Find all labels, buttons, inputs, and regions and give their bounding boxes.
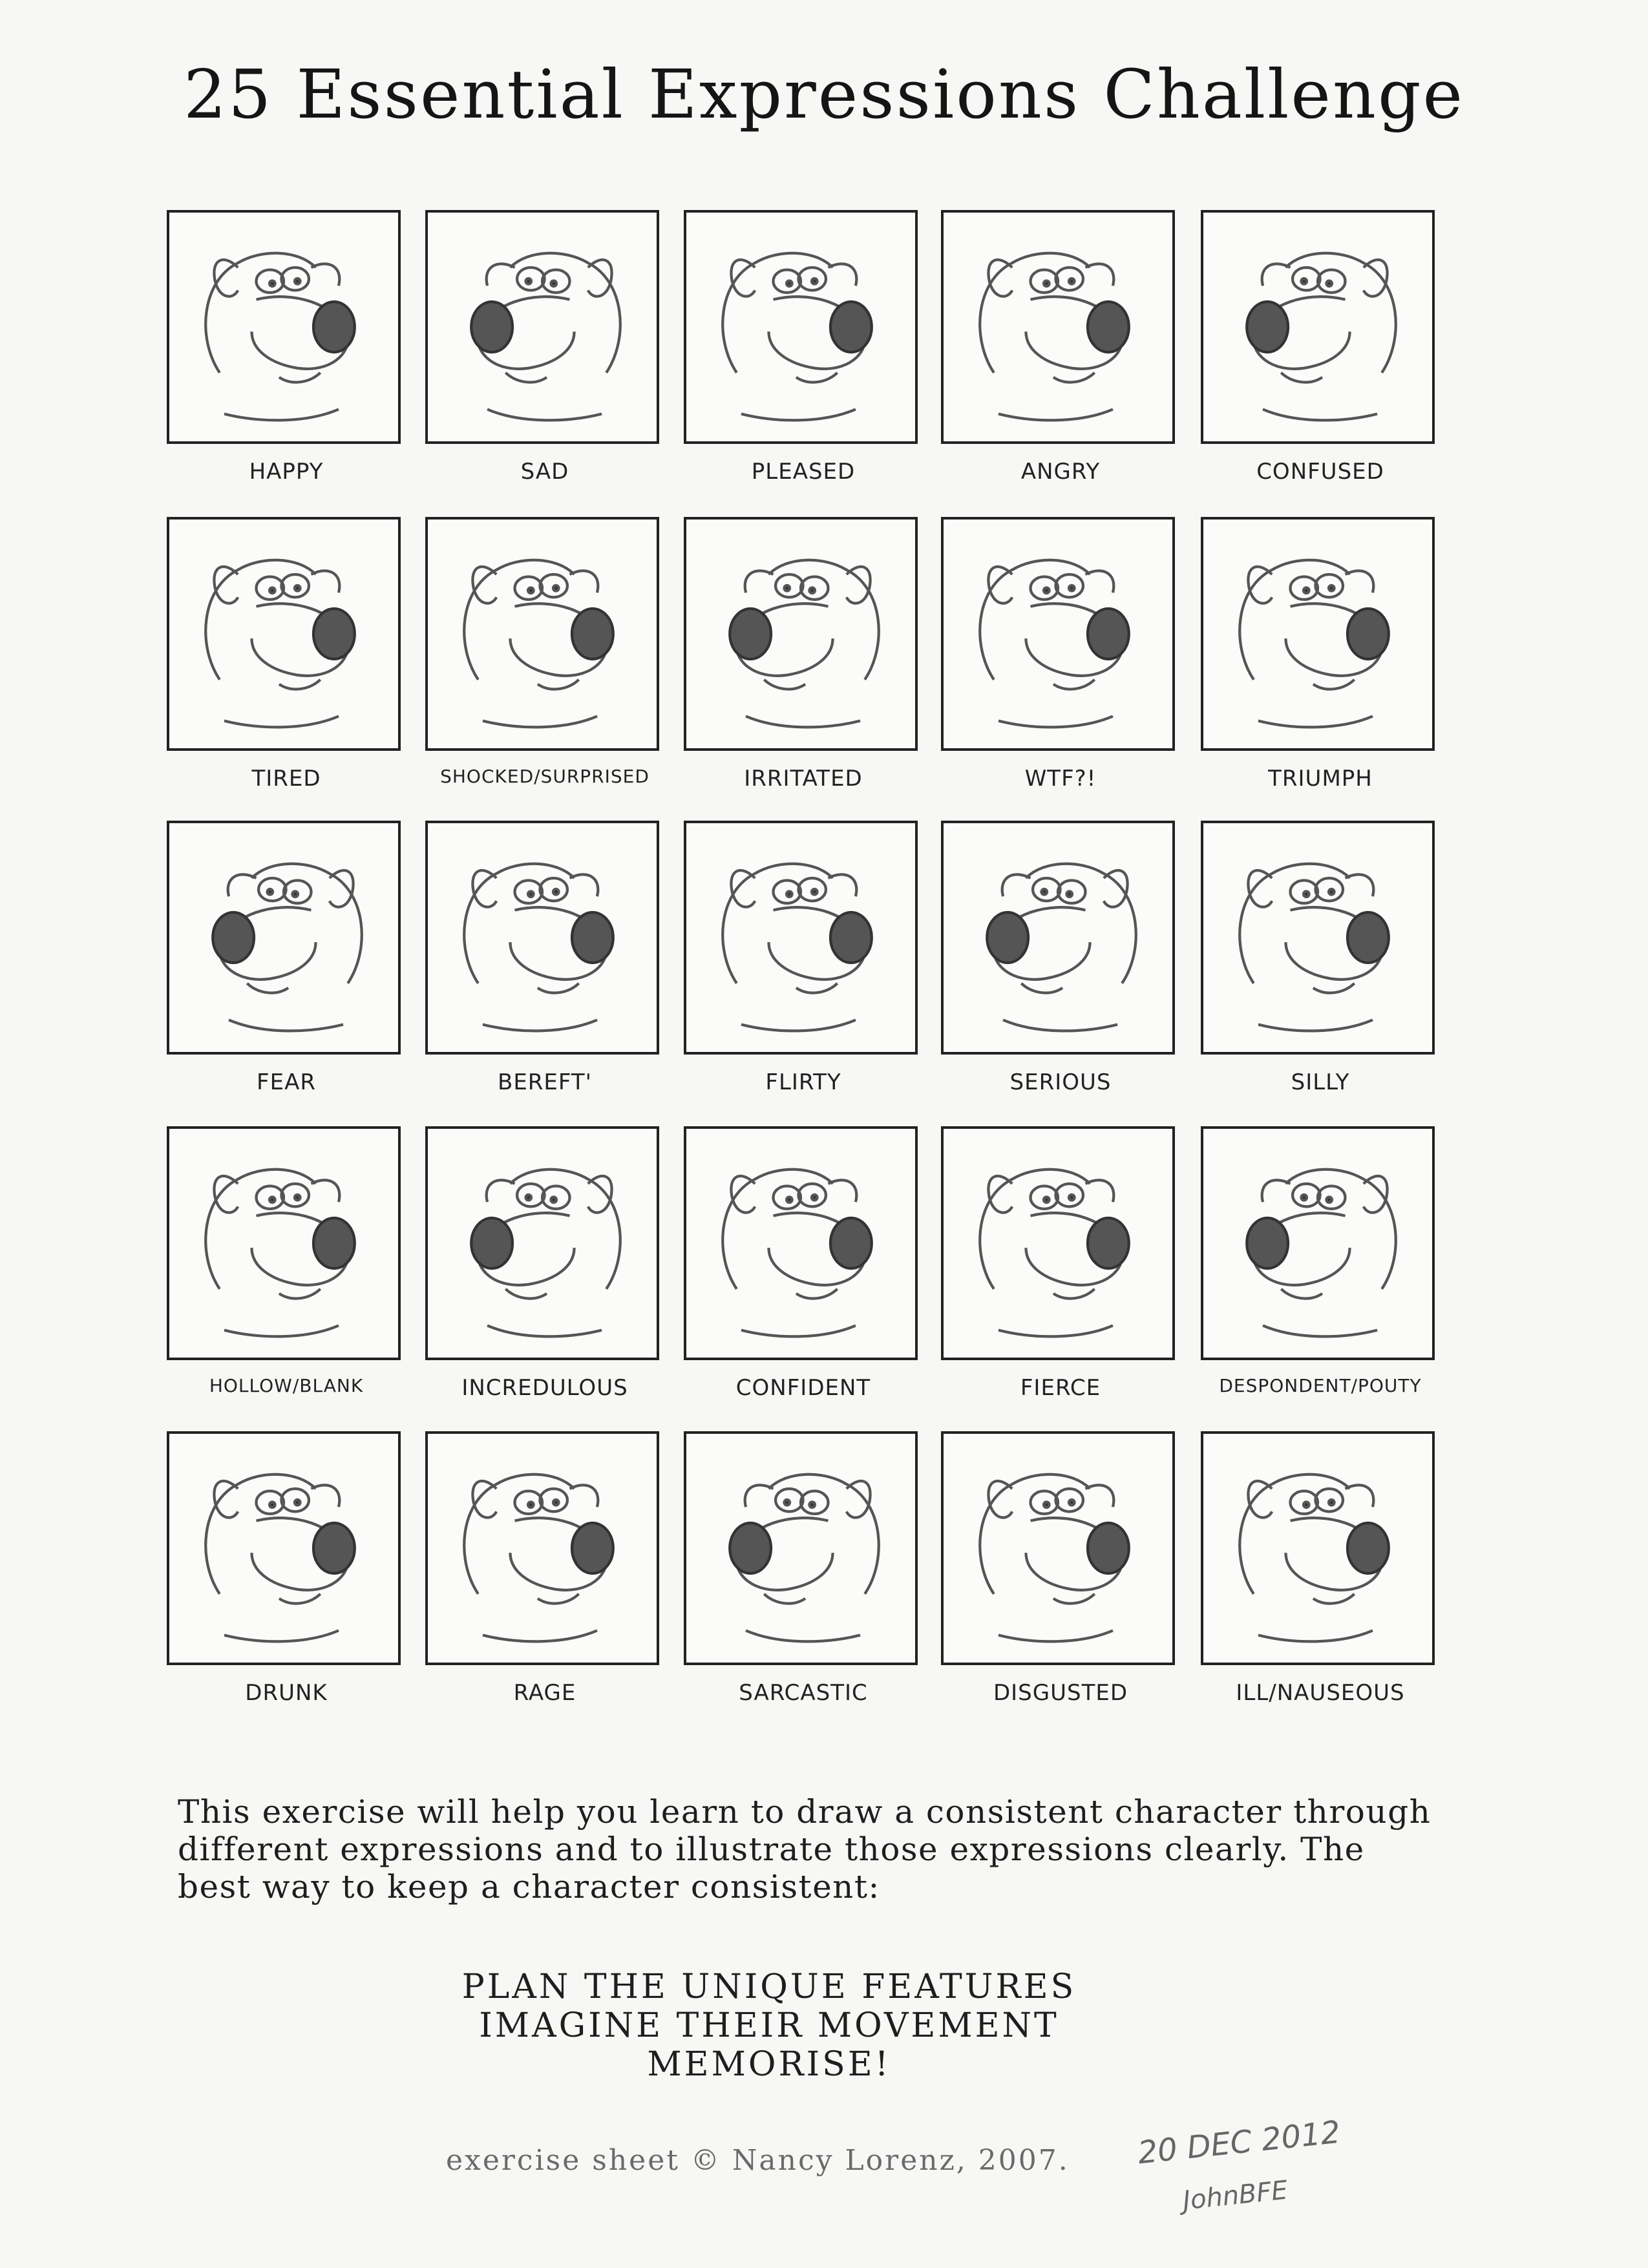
expression-cell [684,1126,923,1404]
expression-label: INCREDULOUS [461,1375,628,1401]
expression-cell [941,1126,1180,1404]
expression-cell [941,1431,1180,1709]
expression-label: HOLLOW/BLANK [209,1375,364,1396]
dog-sketch-icon [686,520,915,748]
expression-label: PLEASED [751,459,856,485]
dog-sketch-icon [169,1434,398,1663]
expression-label: HAPPY [249,459,324,485]
drawing-frame [1201,517,1435,751]
dog-sketch-icon [944,520,1172,748]
drawing-frame [167,1126,401,1360]
drawing-frame [684,210,918,444]
expression-cell [425,1431,664,1709]
expression-cell [941,210,1180,488]
dog-sketch-icon [944,1434,1172,1663]
expression-label: SARCASTIC [739,1680,868,1706]
handwritten-signature: JohnBFE [1181,2175,1289,2216]
expression-label: DRUNK [245,1680,328,1706]
dog-sketch-icon [428,1129,657,1358]
expression-label: BEREFT' [498,1069,592,1095]
drawing-frame [425,1431,659,1665]
expression-label: WTF?! [1024,766,1097,792]
expression-cell [167,210,406,488]
dog-sketch-icon [686,1129,915,1358]
dog-sketch-icon [1203,1129,1432,1358]
drawing-frame [684,517,918,751]
dog-sketch-icon [1203,213,1432,441]
expression-cell [941,821,1180,1098]
handwritten-date: 20 DEC 2012 [1136,2114,1342,2172]
drawing-frame [941,821,1175,1055]
drawing-frame [1201,210,1435,444]
dog-sketch-icon [428,520,657,748]
intro-paragraph [178,1793,1483,1906]
page-title: 25 Essential Expressions Challenge [183,55,1465,134]
dog-sketch-icon [944,1129,1172,1358]
dog-sketch-icon [1203,1434,1432,1663]
drawing-frame [941,1431,1175,1665]
expression-label: ILL/NAUSEOUS [1236,1680,1405,1706]
expression-label: CONFUSED [1256,459,1384,485]
drawing-frame [684,1431,918,1665]
expression-label: RAGE [513,1680,576,1706]
intro-line: best way to keep a character consistent: [178,1868,880,1906]
expression-cell [167,517,406,795]
dog-sketch-icon [428,213,657,441]
drawing-frame [1201,1126,1435,1360]
expression-label: DISGUSTED [993,1680,1128,1706]
drawing-frame [684,821,918,1055]
expression-cell [167,1126,406,1404]
intro-line: different expressions and to illustrate those expressions clearly. The [178,1831,1365,1868]
dog-sketch-icon [169,1129,398,1358]
motto-line: IMAGINE THEIR MOVEMENT [479,2006,1059,2045]
expression-label: IRRITATED [744,766,863,792]
drawing-frame [425,821,659,1055]
expression-cell [684,517,923,795]
dog-sketch-icon [169,823,398,1052]
expression-cell [1201,821,1440,1098]
dog-sketch-icon [944,213,1172,441]
expression-cell [1201,1431,1440,1709]
expression-label: TRIUMPH [1268,766,1373,792]
expression-cell [167,821,406,1098]
expression-label: DESPONDENT/POUTY [1219,1375,1422,1396]
drawing-frame [425,1126,659,1360]
expression-grid [167,210,1459,1722]
drawing-frame [941,210,1175,444]
drawing-frame [167,517,401,751]
dog-sketch-icon [428,1434,657,1663]
dog-sketch-icon [944,823,1172,1052]
drawing-frame [684,1126,918,1360]
drawing-frame [167,1431,401,1665]
expression-cell [167,1431,406,1709]
drawing-frame [167,821,401,1055]
dog-sketch-icon [169,213,398,441]
motto-line: MEMORISE! [647,2045,891,2084]
expression-cell [425,517,664,795]
dog-sketch-icon [169,520,398,748]
expression-cell [941,517,1180,795]
expression-label: SAD [520,459,569,485]
expression-cell [1201,210,1440,488]
expression-label: SERIOUS [1009,1069,1112,1095]
dog-sketch-icon [686,1434,915,1663]
expression-label: FEAR [257,1069,316,1095]
expression-cell [425,1126,664,1404]
motto [0,1968,1538,2084]
expression-label: FIERCE [1020,1375,1101,1401]
drawing-frame [1201,821,1435,1055]
dog-sketch-icon [686,823,915,1052]
dog-sketch-icon [1203,823,1432,1052]
drawing-frame [425,517,659,751]
dog-sketch-icon [686,213,915,441]
drawing-frame [941,1126,1175,1360]
expression-label: SHOCKED/SURPRISED [440,766,650,787]
intro-line: This exercise will help you learn to draw a consistent character through [178,1793,1431,1831]
expression-cell [1201,517,1440,795]
expression-label: ANGRY [1020,459,1101,485]
expression-cell [1201,1126,1440,1404]
drawing-frame [1201,1431,1435,1665]
drawing-frame [425,210,659,444]
expression-cell [684,1431,923,1709]
drawing-frame [941,517,1175,751]
dog-sketch-icon [1203,520,1432,748]
drawing-frame [167,210,401,444]
expression-cell [684,821,923,1098]
expression-cell [425,210,664,488]
dog-sketch-icon [428,823,657,1052]
expression-label: TIRED [251,766,321,792]
expression-label: CONFIDENT [735,1375,871,1401]
copyright-footer: exercise sheet © Nancy Lorenz, 2007. [446,2144,1070,2177]
expression-cell [684,210,923,488]
expression-label: SILLY [1291,1069,1350,1095]
motto-line: PLAN THE UNIQUE FEATURES [461,1968,1077,2006]
expression-label: FLIRTY [765,1069,841,1095]
expression-cell [425,821,664,1098]
